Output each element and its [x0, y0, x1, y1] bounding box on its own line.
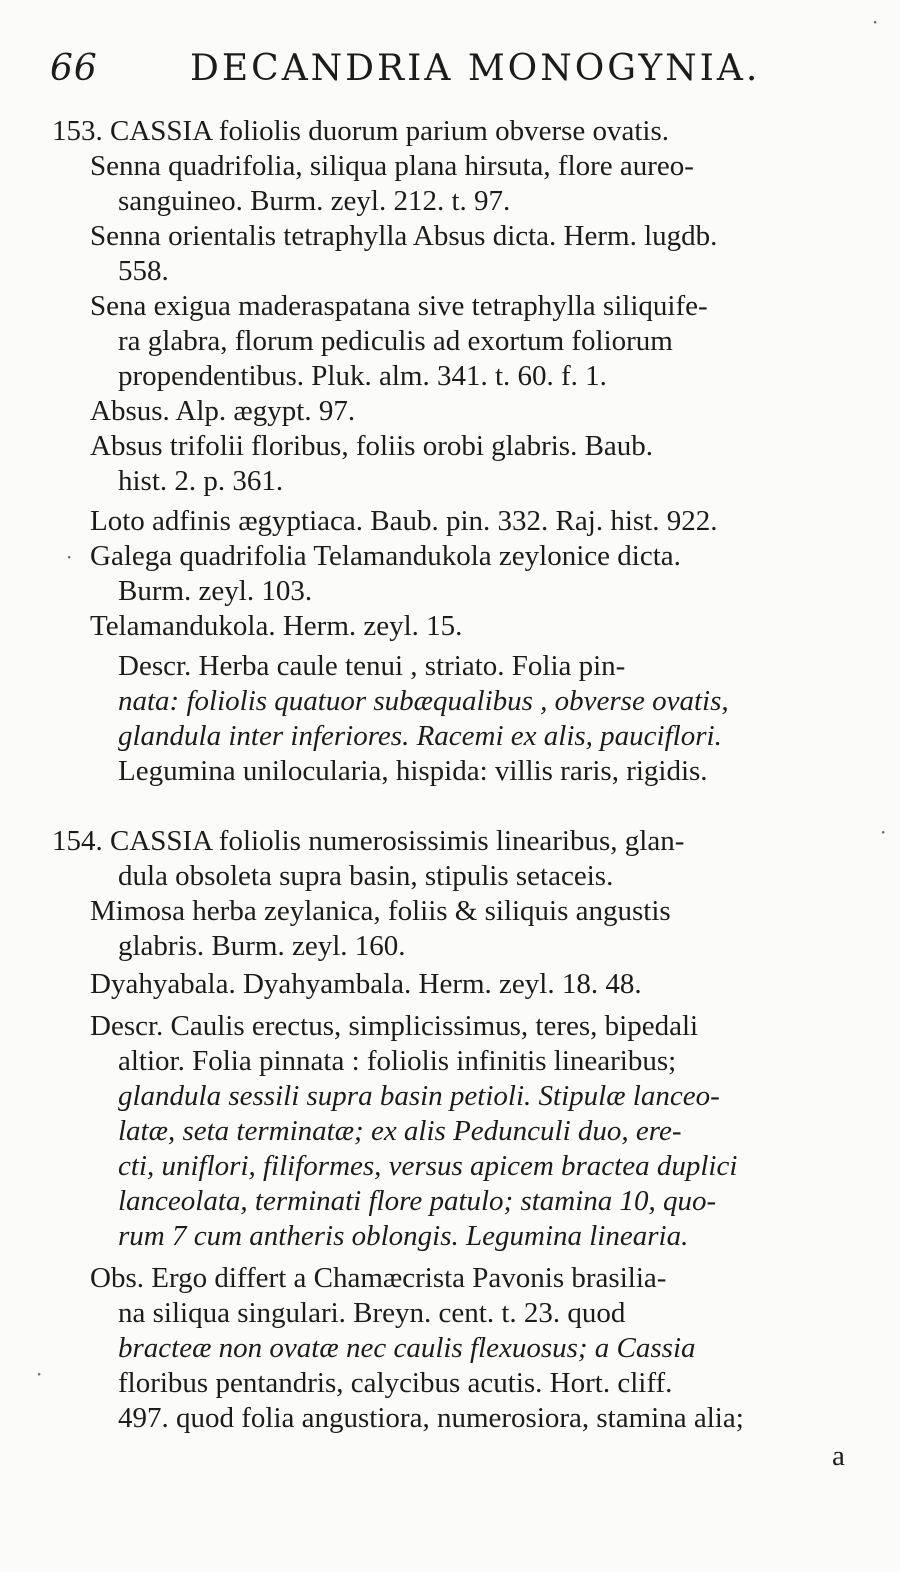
running-head: DECANDRIA MONOGYNIA. [190, 48, 761, 89]
entry-153-description: Legumina unilocularia, hispida: villis raris, rigidis. [118, 755, 708, 787]
entry-153-synonym-line: Absus trifolii floribus, foliis orobi glabris. Baub. [90, 430, 654, 462]
entry-154-observation: floribus pentandris, calycibus acutis. Hort. cliff. [118, 1367, 673, 1399]
entry-153-description: nata: foliolis quatuor subæqualibus , obverse ovatis, [118, 685, 729, 717]
entry-153-synonym-line: hist. 2. p. 361. [118, 465, 284, 497]
entry-153-synonym-line: sanguineo. Burm. zeyl. 212. t. 97. [118, 185, 511, 217]
entry-153-synonym-line: Galega quadrifolia Telamandukola zeylonice dicta. [90, 540, 681, 572]
entry-154-observation: bracteæ non ovatæ nec caulis flexuosus; a Cassia [118, 1332, 696, 1364]
entry-154-description: cti, uniflori, filiformes, versus apicem bractea duplici [118, 1150, 738, 1182]
entry-154-description: lanceolata, terminati flore patulo; stamina 10, quo- [118, 1185, 717, 1217]
entry-154-description: Descr. Caulis erectus, simplicissimus, teres, bipedali [90, 1010, 699, 1042]
entry-154-observation: 497. quod folia angustiora, numerosiora, stamina alia; [118, 1402, 744, 1434]
entry-153-synonym-line: Burm. zeyl. 103. [118, 575, 313, 607]
entry-153-diagnosis: 153. CASSIA foliolis duorum parium obverse ovatis. [52, 115, 670, 147]
catchword: a [832, 1440, 845, 1472]
entry-153-synonym-line: 558. [118, 255, 169, 287]
entry-154-observation: na siliqua singulari. Breyn. cent. t. 23. quod [118, 1297, 626, 1329]
entry-154-synonym-line: glabris. Burm. zeyl. 160. [118, 930, 406, 962]
entry-153-description: Descr. Herba caule tenui , striato. Folia pin- [118, 650, 626, 682]
entry-153-description: glandula inter inferiores. Racemi ex alis, pauciflori. [118, 720, 722, 752]
entry-154-synonym-line: Mimosa herba zeylanica, foliis & siliquis angustis [90, 895, 671, 927]
entry-153-synonym-line: Loto adfinis ægyptiaca. Baub. pin. 332. Raj. hist. 922. [90, 505, 718, 537]
entry-154-description: latæ, seta terminatæ; ex alis Pedunculi duo, ere- [118, 1115, 682, 1147]
print-speck: · [66, 545, 73, 569]
entry-154-diagnosis: 154. CASSIA foliolis numerosissimis linearibus, glan- [52, 825, 685, 857]
page-header [50, 48, 850, 88]
print-speck: · [880, 820, 887, 844]
entry-154-description: altior. Folia pinnata : foliolis infinitis linearibus; [118, 1045, 677, 1077]
entry-153-synonym-line: Absus. Alp. ægypt. 97. [90, 395, 356, 427]
entry-153-synonym-line: Senna quadrifolia, siliqua plana hirsuta, flore aureo- [90, 150, 694, 182]
entry-153-synonym-line: Telamandukola. Herm. zeyl. 15. [90, 610, 463, 642]
entry-154-description: glandula sessili supra basin petioli. Stipulæ lanceo- [118, 1080, 720, 1112]
entry-154-diagnosis: dula obsoleta supra basin, stipulis setaceis. [118, 860, 614, 892]
page-number: 66 [50, 48, 98, 89]
entry-153-synonym-line: Sena exigua maderaspatana sive tetraphylla siliquife- [90, 290, 708, 322]
entry-153-synonym-line: Senna orientalis tetraphylla Absus dicta. Herm. lugdb. [90, 220, 718, 252]
entry-154-description: rum 7 cum antheris oblongis. Legumina linearia. [118, 1220, 689, 1252]
entry-154-synonym-line: Dyahyabala. Dyahyambala. Herm. zeyl. 18. 48. [90, 968, 642, 1000]
print-speck: · [36, 1362, 43, 1386]
entry-154-observation: Obs. Ergo differt a Chamæcrista Pavonis brasilia- [90, 1262, 667, 1294]
entry-153-synonym-line: ra glabra, florum pediculis ad exortum foliorum [118, 325, 673, 357]
print-speck: · [872, 10, 879, 34]
entry-153-synonym-line: propendentibus. Pluk. alm. 341. t. 60. f. 1. [118, 360, 607, 392]
